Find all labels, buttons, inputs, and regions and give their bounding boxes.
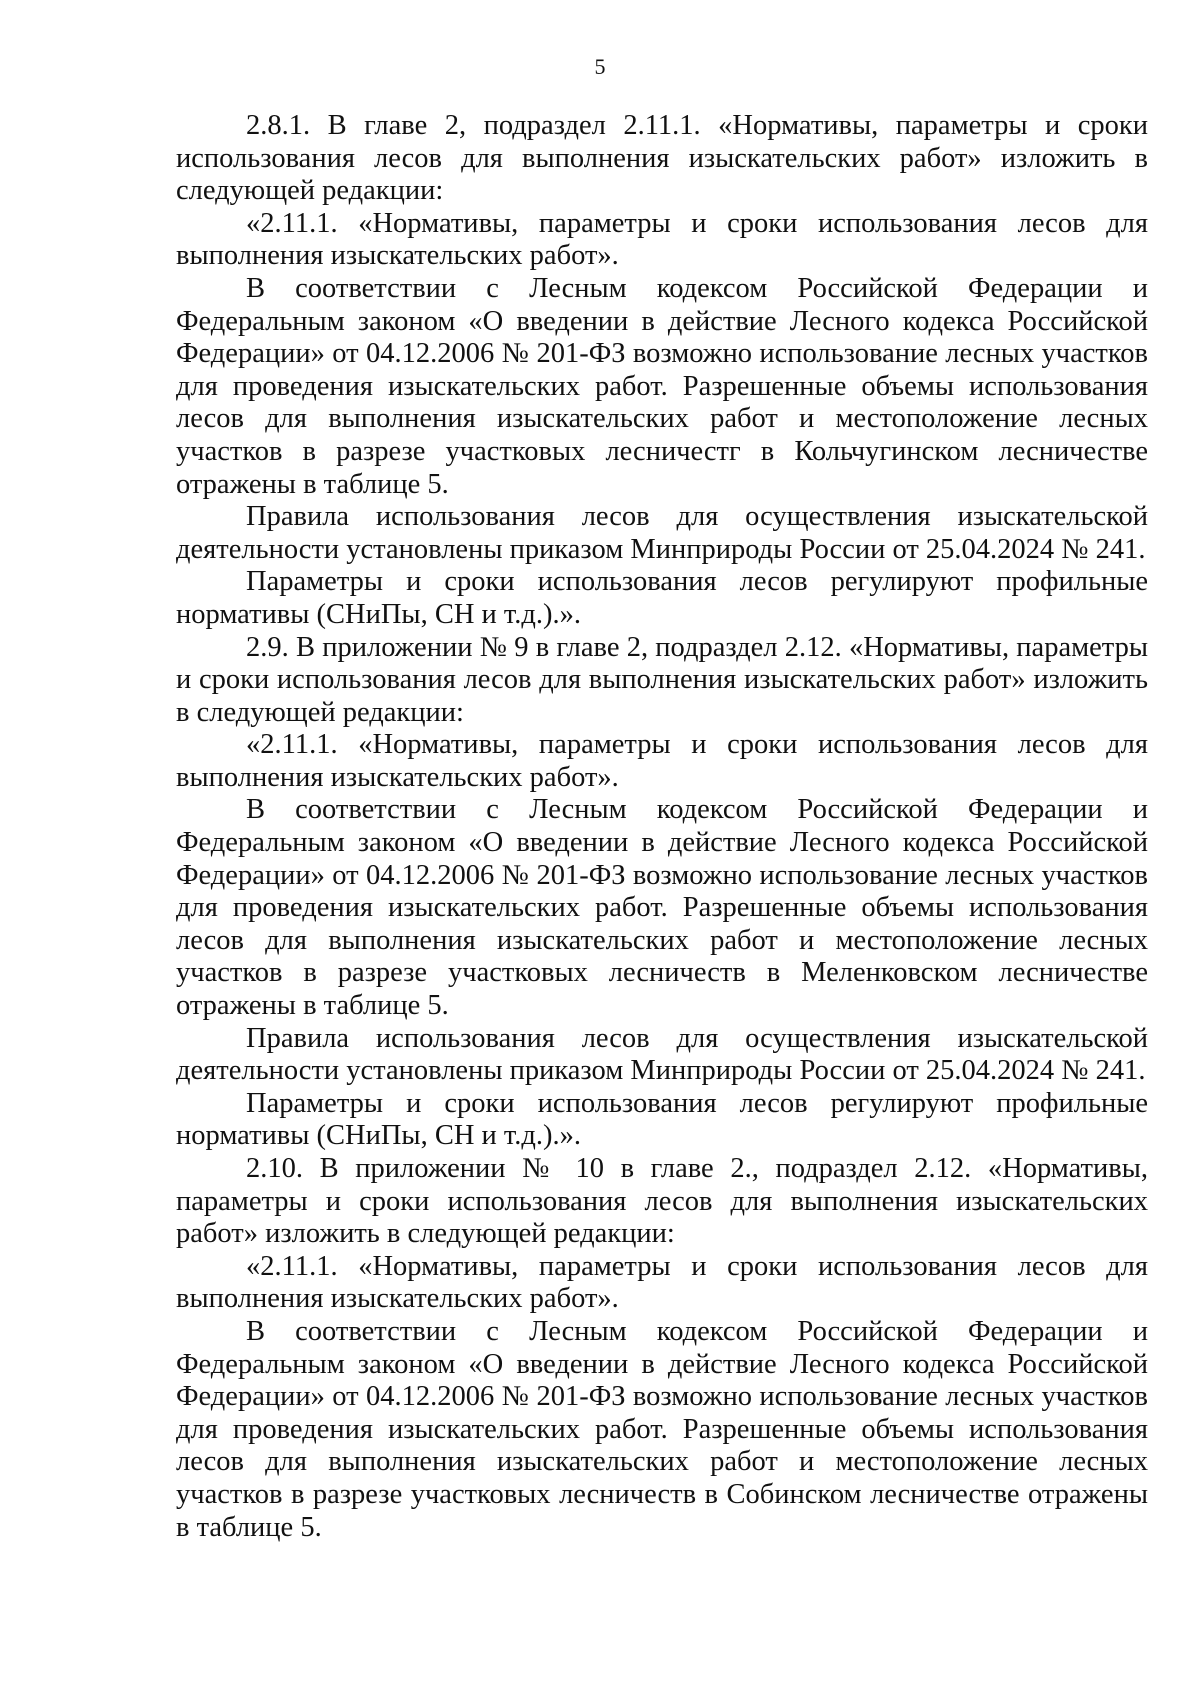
paragraph-legal-basis: В соответствии с Лесным кодексом Российской Федерации и Федеральным законом «О введении в действие Лесного кодекса Российской Федерации» от 04.12.2006 № 201-ФЗ возможно использование лесных участков для проведения изыскательских работ. Разрешенные объемы использования лесов для выполнения изыскательских работ и местоположение лесных участков в разрезе участковых лесничеств в Собинском лесничестве отражены в таблице 5. [176,1315,1148,1543]
paragraph-legal-basis: В соответствии с Лесным кодексом Российской Федерации и Федеральным законом «О введении в действие Лесного кодекса Российской Федерации» от 04.12.2006 № 201-ФЗ возможно использование лесных участков для проведения изыскательских работ. Разрешенные объемы использования лесов для выполнения изыскательских работ и местоположение лесных участков в разрезе участковых лесничеств в Меленковском лесничестве отражены в таблице 5. [176,794,1148,1022]
paragraph-rules: Правила использования лесов для осуществления изыскательской деятельности установлены приказом Минприроды России от 25.04.2024 № 241. [176,501,1148,565]
paragraph-parameters: Параметры и сроки использования лесов регулируют профильные нормативы (СНиПы, СН и т.д.).». [176,566,1148,630]
paragraph-rules: Правила использования лесов для осуществления изыскательской деятельности установлены приказом Минприроды России от 25.04.2024 № 241. [176,1022,1148,1087]
paragraph-section-title: «2.11.1. «Нормативы, параметры и сроки использования лесов для выполнения изыскательских работ». [176,207,1148,272]
paragraph-section-title: «2.11.1. «Нормативы, параметры и сроки использования лесов для выполнения изыскательских работ». [176,729,1148,793]
document-body [176,110,1148,1544]
paragraph-parameters: Параметры и сроки использования лесов регулируют профильные нормативы (СНиПы, СН и т.д.).». [176,1087,1148,1152]
paragraph-section-title: «2.11.1. «Нормативы, параметры и сроки использования лесов для выполнения изыскательских работ». [176,1250,1148,1315]
page-number: 5 [594,54,606,79]
paragraph-2-10: 2.10. В приложении № 10 в главе 2., подраздел 2.12. «Нормативы, параметры и сроки использования лесов для выполнения изыскательских работ» изложить в следующей редакции: [176,1153,1148,1250]
paragraph-2-8-1: 2.8.1. В главе 2, подраздел 2.11.1. «Нормативы, параметры и сроки использования лесов для выполнения изыскательских работ» изложить в следующей редакции: [176,110,1148,207]
paragraph-2-9: 2.9. В приложении № 9 в главе 2, подраздел 2.12. «Нормативы, параметры и сроки использования лесов для выполнения изыскательских работ» изложить в следующей редакции: [176,631,1148,728]
paragraph-legal-basis: В соответствии с Лесным кодексом Российской Федерации и Федеральным законом «О введении в действие Лесного кодекса Российской Федерации» от 04.12.2006 № 201-ФЗ возможно использование лесных участков для проведения изыскательских работ. Разрешенные объемы использования лесов для выполнения изыскательских работ и местоположение лесных участков в разрезе участковых лесничестг в Кольчугинском лесничестве отражены в таблице 5. [176,272,1148,500]
